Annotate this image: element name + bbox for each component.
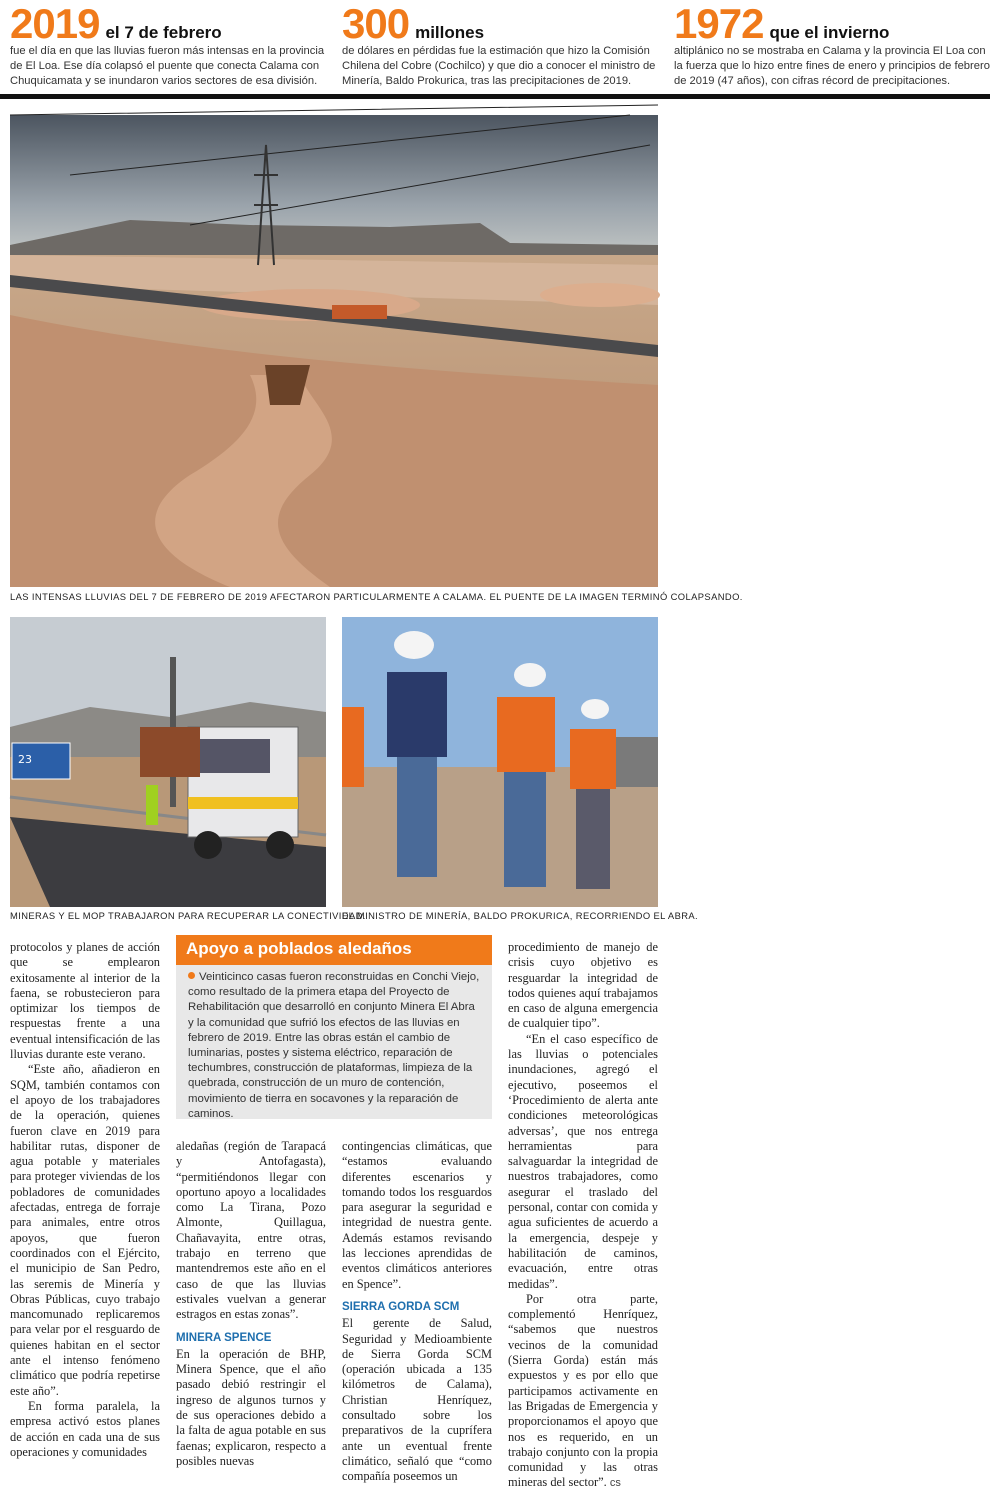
paragraph: contingencias climáticas, que “estamos evaluando diferentes escenarios y tomando todos los resguardos para asegurar la seguridad e integridad de nuestra gente. Además estamos revisando las lecciones aprendidas de eventos climáticos anteriores en Spence”. <box>342 1139 492 1291</box>
stat-number: 1972 <box>674 0 764 47</box>
stat-lead: que el invierno <box>769 23 890 42</box>
article-column-2 <box>176 1139 326 1469</box>
article-column-4 <box>508 940 658 1492</box>
paragraph: “En el caso específico de las lluvias o potenciales inundaciones, agregó el ejecutivo, poseemos el ‘Procedimiento de alerta ante condiciones meteorológicas adversas’, que nos entrega herramientas para salvaguardar la integridad de nuestros trabajadores, como asegurar el traslado del personal, contar con comida y agua suficientes de acuerdo a la emergencia, despeje y habilitación de caminos, evacuación, entre otras medidas”. <box>508 1031 658 1291</box>
paragraph: El gerente de Salud, Seguridad y Medioambiente de Sierra Gorda SCM (operación ubicada a 135 kilómetros de Calama), Christian Henríquez, consultado sobre los preparativos de la cuprífera ante un eventual frente climático, señaló que “como compañía poseemos un <box>342 1316 492 1484</box>
stat-1972 <box>674 2 990 89</box>
paragraph: En la operación de BHP, Minera Spence, que el año pasado debió restringir el ingreso de algunos turnos y de sus operaciones debido a la falta de agua potable en sus faenas; explicaron, respecto a posibles nuevas <box>176 1346 326 1468</box>
stat-lead: millones <box>415 23 485 42</box>
main-photo-caption: LAS INTENSAS LLUVIAS DEL 7 DE FEBRERO DE 2019 AFECTARON PARTICULARMENTE A CALAMA. EL PUENTE DE LA IMAGEN TERMINÓ COLAPSANDO. <box>10 591 743 602</box>
truck-photo <box>10 617 326 907</box>
minister-photo-caption: EL MINISTRO DE MINERÍA, BALDO PROKURICA, RECORRIENDO EL ABRA. <box>342 910 699 921</box>
sidebar-text: Veinticinco casas fueron reconstruidas en Conchi Viejo, como resultado de la primera etapa del Proyecto de Rehabilitación que desarrolló en conjunto Minera El Abra y la comunidad que sufrió los efectos de las lluvias en febrero de 2019. Entre las obras están el cambio de luminarias, postes y sistema eléctrico, reparación de techumbres, construcción de plataformas, limpieza de la quebrada, construcción de un muro de contención, movimiento de tierra en socavones y la reparación de caminos. <box>188 971 480 1120</box>
paragraph <box>508 1292 658 1492</box>
road-sign-number: 23 <box>18 753 32 766</box>
stat-description: de dólares en pérdidas fue la estimación que hizo la Comisión Chilena del Cobre (Cochilco) y que dio a conocer el ministro de Minería, Baldo Prokurica, tras las precipitaciones de 2019. <box>342 45 656 87</box>
paragraph: protocolos y planes de acción que se emplearon exitosamente al interior de la faena, se robustecieron para optimizar los tiempos de respuestas frente a una eventual intensificación de las lluvias durante este verano. <box>10 940 160 1062</box>
paragraph: En forma paralela, la empresa activó estos planes de acción en cada una de sus operaciones y comunidades <box>10 1398 160 1459</box>
bullet-dot-icon <box>188 972 195 979</box>
truck-road-image <box>10 617 326 907</box>
paragraph: aledañas (región de Tarapacá y Antofagasta), “permitiéndonos llegar con oportuno apoyo a localidades como La Tirana, Pozo Almonte, Quillagua, Chañavayita, entre otras, trabajo en terreno que mantendremos este año en el caso de que las lluvias estivales vuelvan a generar estragos en estas zonas”. <box>176 1139 326 1322</box>
stats-header <box>0 0 1000 100</box>
stat-2019 <box>10 2 328 89</box>
stat-number: 300 <box>342 0 410 47</box>
sidebar-title: Apoyo a poblados aledaños <box>176 935 492 965</box>
truck-photo-caption: MINERAS Y EL MOP TRABAJARON PARA RECUPERAR LA CONECTIVIDAD. <box>10 910 366 921</box>
end-mark: cs <box>609 1477 621 1490</box>
subhead-minera-spence: MINERA SPENCE <box>176 1331 272 1344</box>
sidebar-text-block <box>176 965 492 1122</box>
subhead-sierra-gorda: SIERRA GORDA SCM <box>342 1300 460 1313</box>
article-column-3 <box>342 1139 492 1485</box>
article-column-1 <box>10 940 160 1460</box>
flood-landscape-image <box>10 115 658 587</box>
header-rule <box>0 94 990 99</box>
closing-paragraph-text: Por otra parte, complementó Henríquez, “sabemos que nuestros vecinos de la comunidad (Sierra Gorda) están más expuestos y es por ello que participamos activamente en las Brigadas de Emergencia y proporcionamos el apoyo que nos es requerido, en un trabajo conjunto con la propia comunidad y las otras mineras del sector”. <box>508 1291 658 1490</box>
minister-photo <box>342 617 658 907</box>
stat-description: altiplánico no se mostraba en Calama y la provincia El Loa con la fuerza que lo hizo entre fines de enero y principios de febrero de 2019 (47 años), con cifras récord de precipitaciones. <box>674 45 990 87</box>
paragraph: procedimiento de manejo de crisis cuyo objetivo es resguardar la integridad de todos quienes aquí trabajamos en caso de alguna emergencia de cualquier tipo”. <box>508 940 658 1031</box>
stat-lead: el 7 de febrero <box>105 23 222 42</box>
stat-300 <box>342 2 660 89</box>
sidebar-box <box>176 935 492 1119</box>
stat-number: 2019 <box>10 0 100 47</box>
flood-photo <box>10 115 658 587</box>
stat-description: fue el día en que las lluvias fueron más intensas en la provincia de El Loa. Ese día colapsó el puente que conecta Calama con Chuquicamata y se inundaron varios sectores de esa división. <box>10 45 325 87</box>
minister-walking-image <box>342 617 658 907</box>
paragraph: “Este año, añadieron en SQM, también contamos con el apoyo de los trabajadores de la operación, quienes fueron clave en 2019 para habilitar rutas, disponer de agua potable y materiales para proteger viviendas de los pobladores de comunidades afectadas, entrega de forraje para animales, entre otros apoyos, que fueron coordinados con el Ejército, el municipio de San Pedro, las seremis de Minería y Obras Públicas, cuyo trabajo mancomunado replicaremos para velar por el resguardo de quienes habitan en el sector ante el intenso fenómeno climático que podría repetirse este año”. <box>10 1062 160 1398</box>
